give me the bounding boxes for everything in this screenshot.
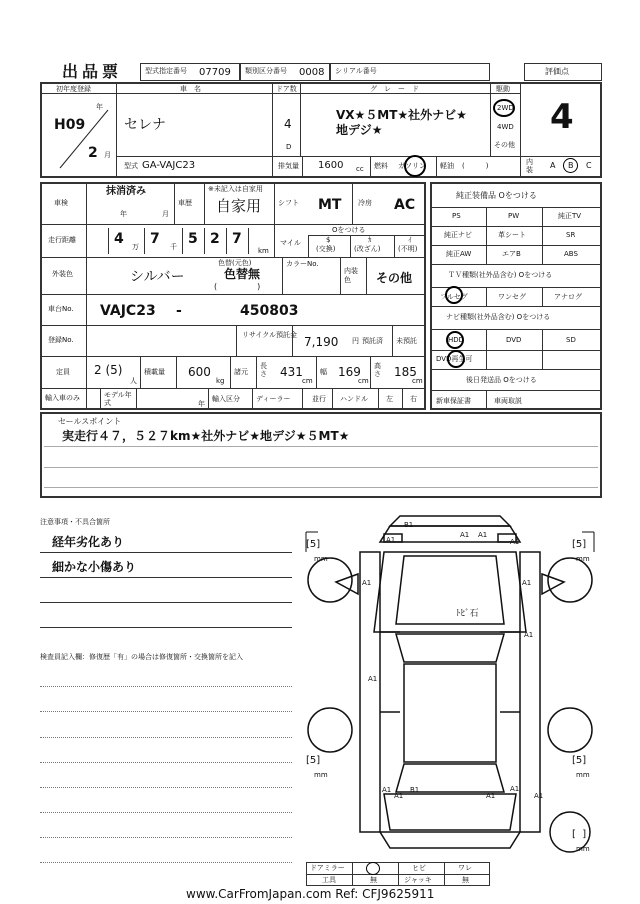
model-type: GA-VAJC23: [142, 160, 196, 171]
air-conditioning: AC: [394, 197, 416, 213]
dvd-circle-mark: [447, 350, 465, 368]
interior-grade: B: [568, 161, 574, 170]
damage-diagram: [300, 512, 600, 882]
tread-spare: [ ]: [572, 829, 587, 840]
model-code: 07709: [199, 67, 231, 78]
tools-status: 無: [370, 876, 377, 884]
jack-status: 無: [462, 876, 469, 884]
mileage-digit-4: 2: [210, 231, 220, 247]
first-reg-month: 2: [88, 145, 98, 161]
damage-label-stone-chip: ﾄﾋﾞ石: [456, 609, 479, 619]
mileage-digit-2: 7: [150, 231, 160, 247]
usage-history: 自家用: [216, 197, 262, 215]
mileage-digit-1: 4: [114, 231, 124, 247]
seating-capacity: 2 (5): [94, 363, 123, 377]
serial-box: シリアル番号: [330, 63, 490, 81]
door-count: 4: [284, 117, 292, 131]
interior-color: その他: [376, 271, 413, 285]
drive-2wd: 2WD: [497, 104, 514, 112]
drive-circle-mark: [493, 99, 515, 117]
sales-point-text: 実走行４７，５２７km★社外ナビ★地デジ★５MT★: [62, 429, 350, 443]
sales-point-box: [40, 412, 602, 498]
transmission: MT: [318, 197, 342, 213]
dvd-playback: DVD再生可: [436, 355, 473, 363]
model-code-box: 型式指定番号 07709: [140, 63, 240, 81]
chassis-number: 450803: [240, 303, 299, 319]
height: 185: [394, 365, 417, 379]
load-capacity: 600: [188, 365, 211, 379]
first-reg-year: H09: [54, 117, 86, 133]
nav-circle-mark: [446, 331, 464, 349]
car-name: セレナ: [124, 117, 166, 133]
form-title: 出品票: [62, 62, 123, 81]
grade-line-1: VX★５MT★社外ナビ★: [336, 108, 467, 122]
width: 169: [338, 365, 361, 379]
tread-rear-left: [5]: [306, 755, 321, 766]
mileage-digit-5: 7: [232, 231, 242, 247]
mileage-digit-3: 5: [188, 231, 198, 247]
score-header: 評価点: [524, 63, 602, 81]
tread-front-left: [5]: [306, 539, 321, 550]
length: 431: [280, 365, 303, 379]
chassis-prefix: VAJC23: [100, 303, 156, 319]
repaint-status: 色替無: [224, 267, 261, 281]
interior-circle-mark: [563, 158, 578, 173]
fuel-type: ガソリン: [398, 162, 426, 170]
fuel-circle-mark: [404, 155, 426, 177]
tread-rear-right: [5]: [572, 755, 587, 766]
inspector-note-label: 検査員記入欄：修復歴「有」の場合は修復箇所・交換箇所を記入: [40, 653, 243, 661]
mirror-circle-mark: [366, 862, 380, 875]
evaluation-score: 4: [550, 97, 574, 137]
grade-line-2: 地デジ★: [336, 123, 383, 137]
watermark-text: www.CarFromJapan.com Ref: CFJ9625911: [186, 887, 435, 901]
inspection-status: 抹消済み: [106, 186, 146, 197]
class-code-box: 類別区分番号 0008: [240, 63, 330, 81]
note-line-2: 細かな小傷あり: [52, 560, 137, 574]
class-code: 0008: [299, 67, 325, 78]
tread-front-right: [5]: [572, 539, 587, 550]
tv-circle-mark: [445, 286, 463, 304]
tv-fullseg: フルセグ: [440, 293, 468, 301]
displacement: 1600: [318, 160, 344, 171]
nav-hdd: HDD: [448, 336, 465, 344]
damage-label-b1-front: B1: [404, 521, 414, 529]
date-slash: [50, 104, 114, 174]
damage-label-b1-rear: B1: [410, 786, 420, 794]
recycle-fee: 7,190: [304, 335, 339, 349]
note-line-1: 経年劣化あり: [52, 535, 125, 549]
exterior-color: シルバー: [130, 269, 185, 285]
